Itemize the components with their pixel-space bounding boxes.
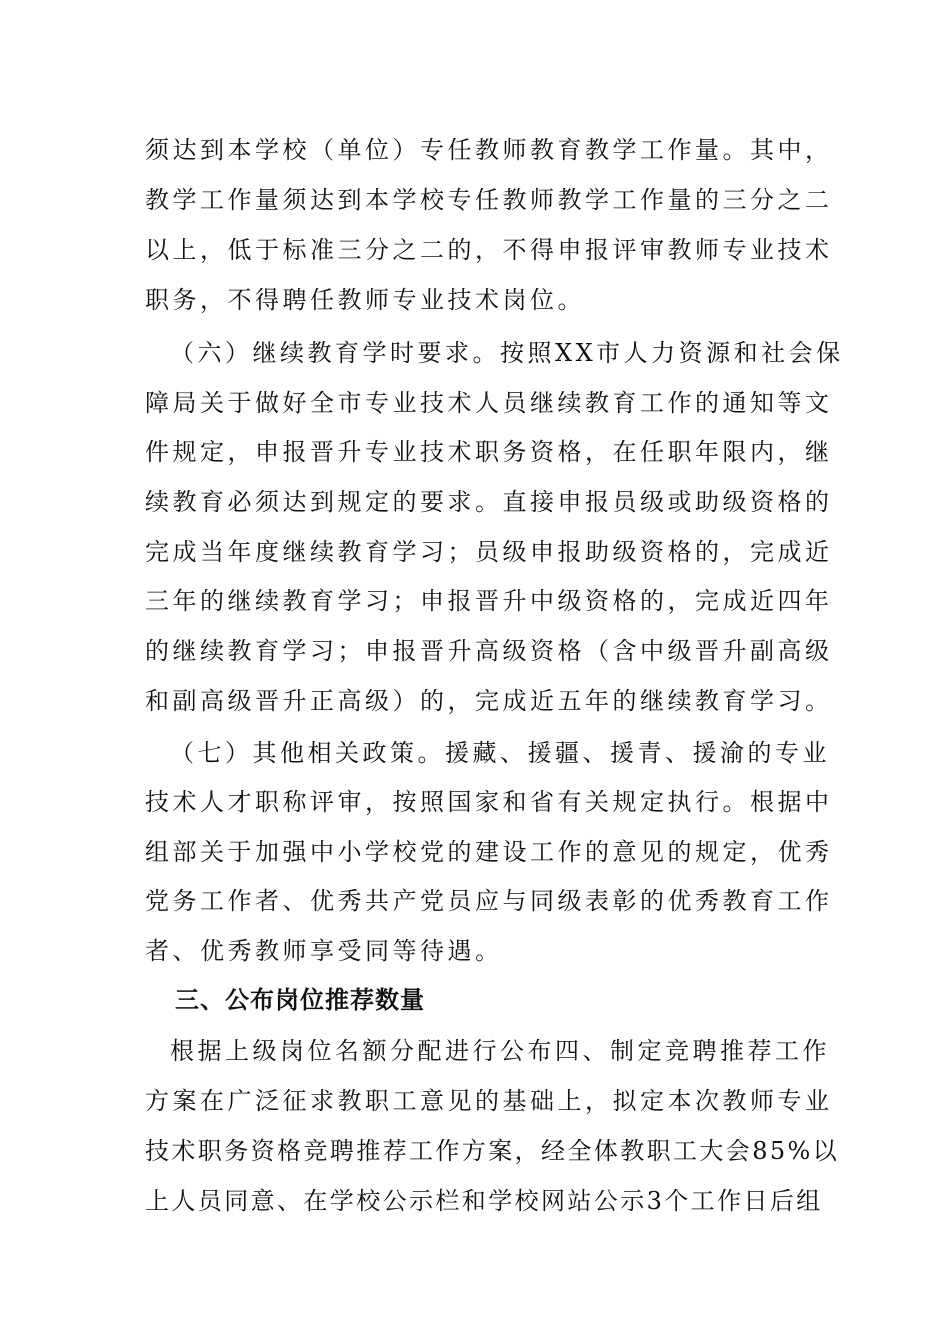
paragraph-line: 须达到本学校（单位）专任教师教育教学工作量。其中， bbox=[145, 136, 833, 164]
section-6-line: 件规定，申报晋升专业技术职务资格，在任职年限内，继 bbox=[145, 438, 833, 466]
section-6-line: 续教育必须达到规定的要求。直接申报员级或助级资格的 bbox=[145, 488, 833, 516]
paragraph-line: 教学工作量须达到本学校专任教师教学工作量的三分之二 bbox=[145, 186, 833, 214]
section-6-line: 和副高级晋升正高级）的，完成近五年的继续教育学习。 bbox=[145, 687, 833, 715]
section-7-line: 者、优秀教师享受同等待遇。 bbox=[145, 937, 503, 965]
section-7-line: （七）其他相关政策。援藏、援疆、援青、援渝的专业 bbox=[170, 739, 830, 767]
section-3-line: 方案在广泛征求教职工意见的基础上，拟定本次教师专业 bbox=[145, 1087, 833, 1115]
section-3-line: 根据上级岗位名额分配进行公布四、制定竞聘推荐工作 bbox=[170, 1037, 830, 1065]
section-3-line: 技术职务资格竞聘推荐工作方案，经全体教职工大会85%以 bbox=[145, 1137, 840, 1165]
section-7-line: 组部关于加强中小学校党的建设工作的意见的规定，优秀 bbox=[145, 838, 833, 866]
section-6-line: 完成当年度继续教育学习；员级申报助级资格的，完成近 bbox=[145, 538, 833, 566]
section-7-line: 技术人才职称评审，按照国家和省有关规定执行。根据中 bbox=[145, 788, 833, 816]
paragraph-line: 以上，低于标准三分之二的，不得申报评审教师专业技术 bbox=[145, 236, 833, 264]
section-6-line: 三年的继续教育学习；申报晋升中级资格的，完成近四年 bbox=[145, 587, 833, 615]
section-3-line: 上人员同意、在学校公示栏和学校网站公示3个工作日后组 bbox=[145, 1187, 823, 1215]
paragraph-line: 职务，不得聘任教师专业技术岗位。 bbox=[145, 286, 585, 314]
section-6-line: 的继续教育学习；申报晋升高级资格（含中级晋升副高级 bbox=[145, 637, 833, 665]
section-6-line: （六）继续教育学时要求。按照XX市人力资源和社会保 bbox=[170, 339, 844, 367]
section-6-line: 障局关于做好全市专业技术人员继续教育工作的通知等文 bbox=[145, 389, 833, 417]
section-heading: 三、公布岗位推荐数量 bbox=[175, 986, 425, 1014]
section-7-line: 党务工作者、优秀共产党员应与同级表彰的优秀教育工作 bbox=[145, 887, 833, 915]
